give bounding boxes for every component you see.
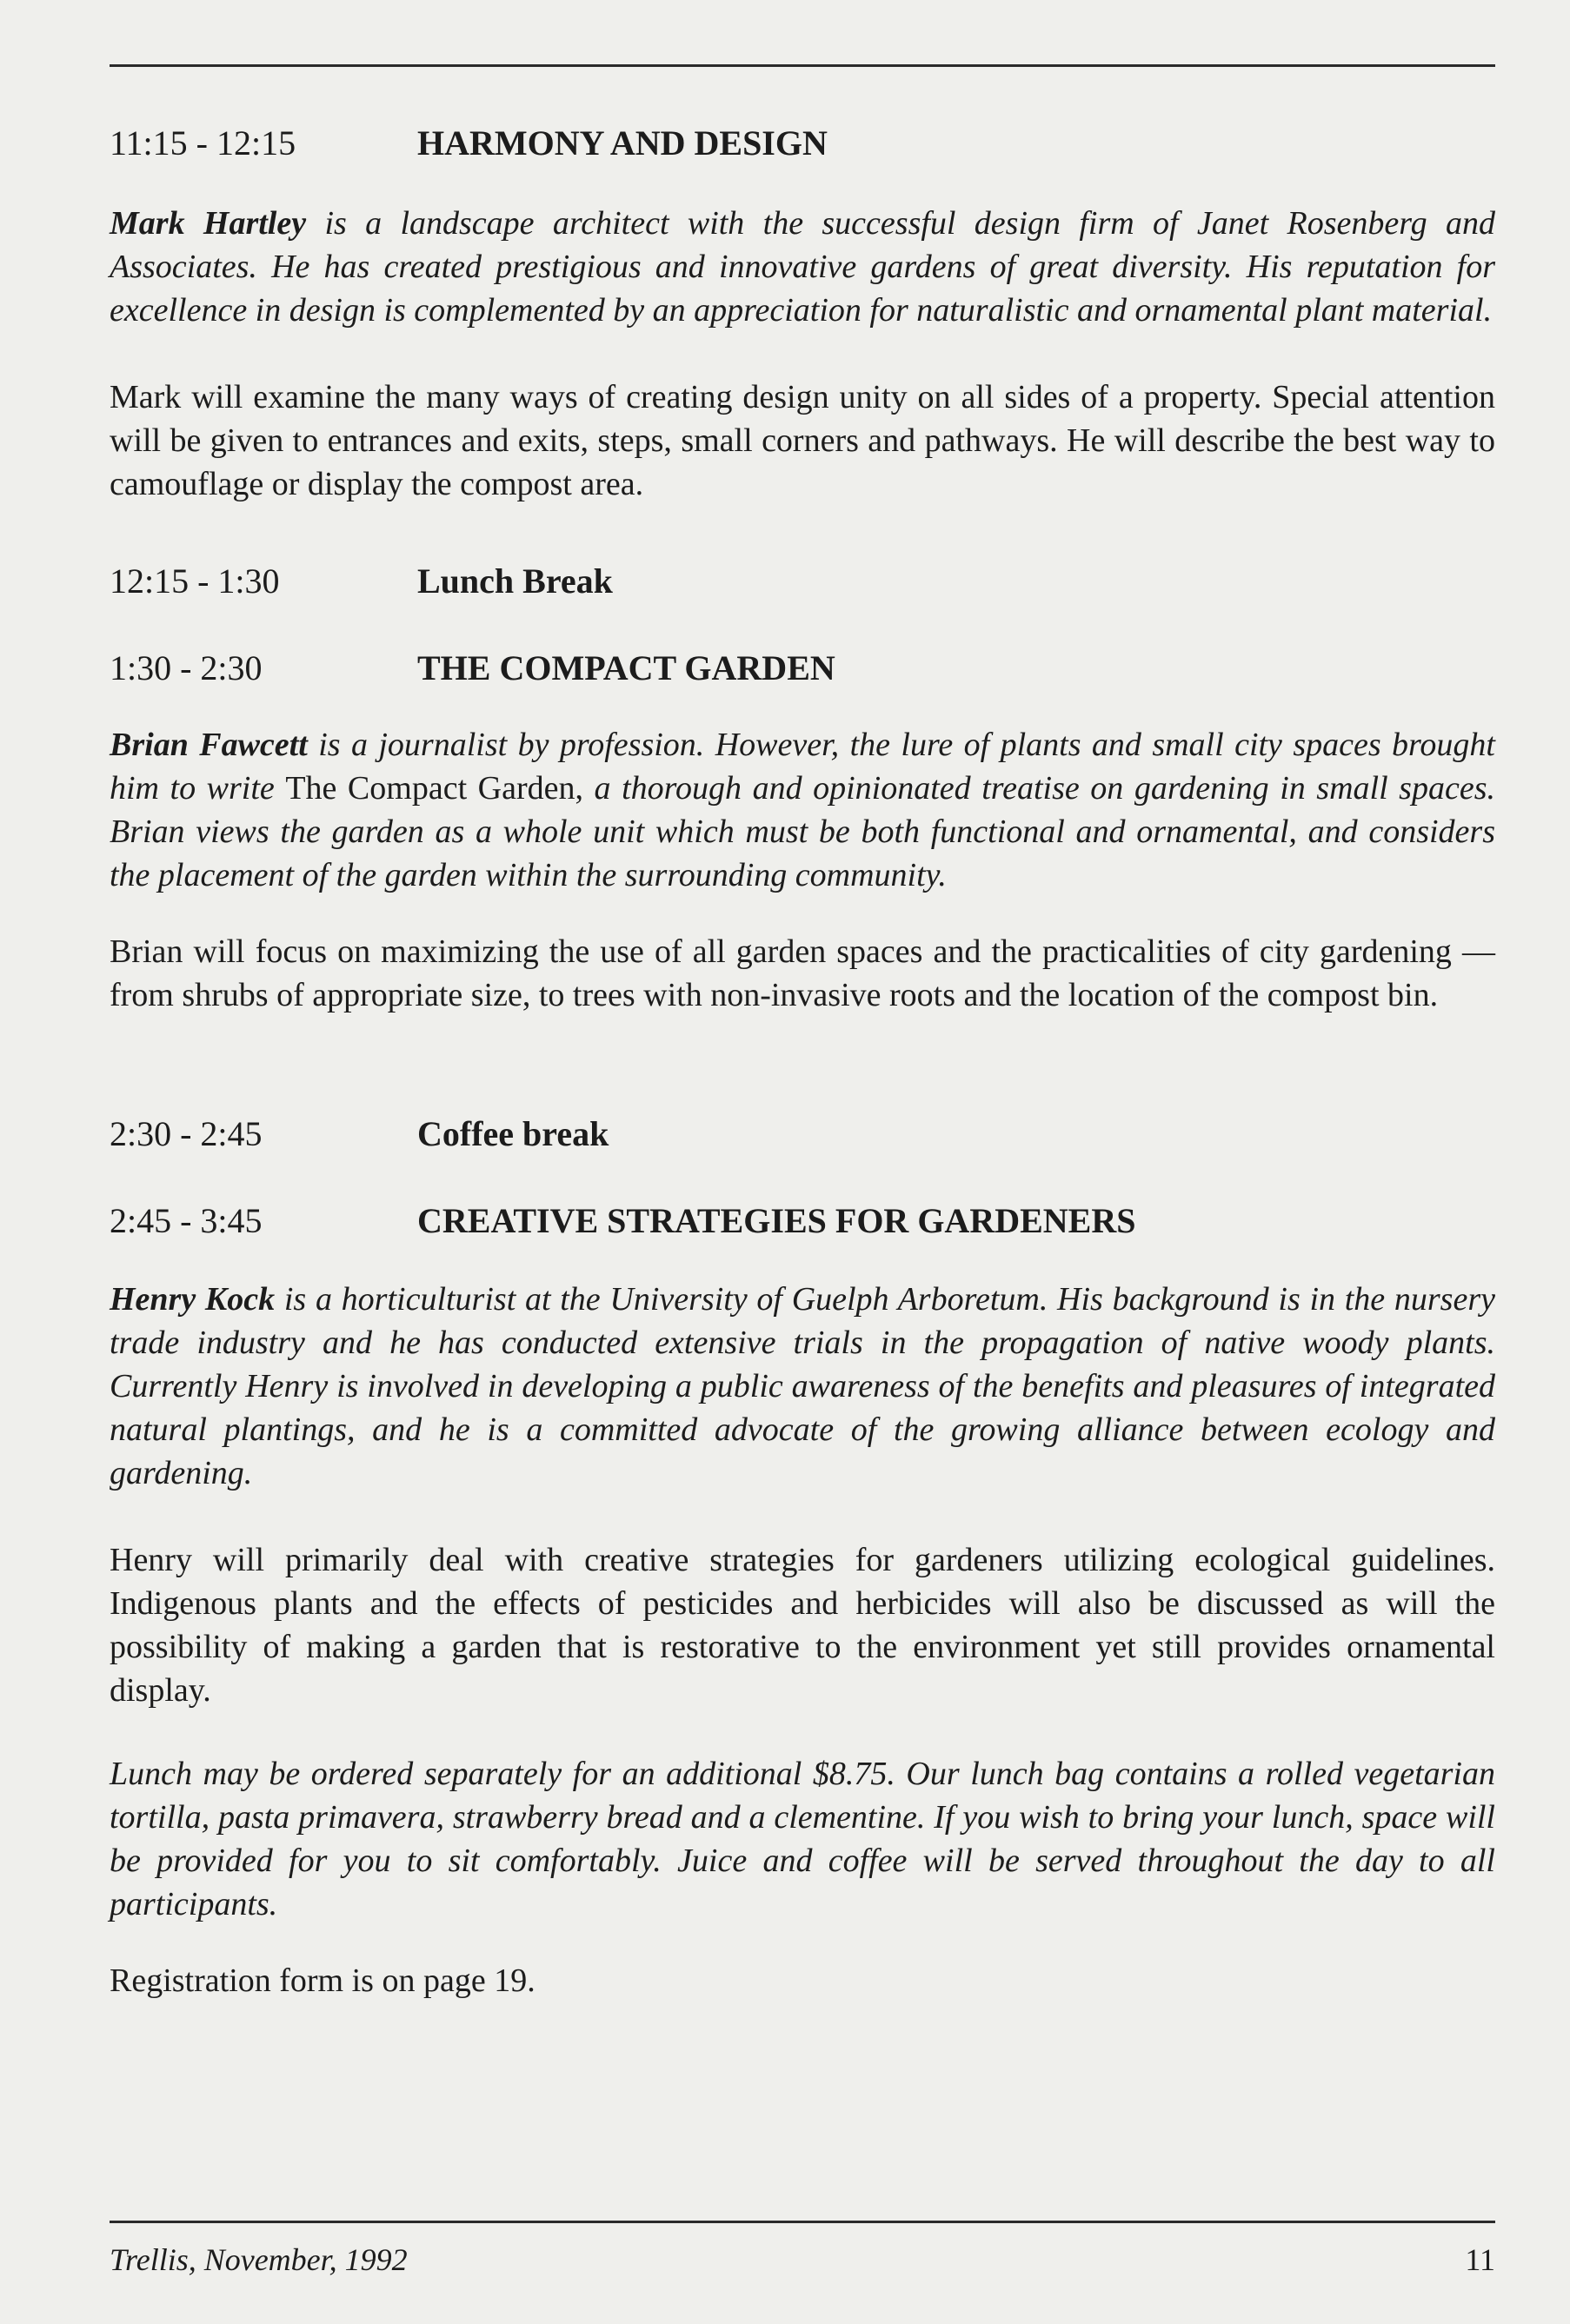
session-title: Coffee break <box>417 1114 609 1153</box>
top-rule <box>110 64 1495 67</box>
schedule-row-creative-strategies <box>110 1191 1495 1252</box>
session-title: THE COMPACT GARDEN <box>417 648 835 687</box>
bottom-rule <box>110 2221 1495 2223</box>
schedule-row-compact-garden <box>110 638 1495 699</box>
speaker-bio-text: a thorough and opinionated treatise on gardening in small spaces. Brian views the garden as a whole unit which must be both functional and ornamental, and considers the placement of the garden within the surrounding community. <box>110 770 1495 893</box>
page-number: 11 <box>1465 2242 1495 2277</box>
session-time: 12:15 - 1:30 <box>110 561 280 601</box>
book-title: The Compact Garden, <box>285 770 583 807</box>
speaker-name: Henry Kock <box>110 1281 276 1318</box>
speaker-bio-text: is a landscape architect with the successful design firm of Janet Rosenberg and Associates. He has created prestigious and innovative gardens of great diversity. His reputation for excellence in design is complemented by an appreciation for naturalistic and ornamental plant material. <box>110 205 1495 329</box>
speaker-name: Mark Hartley <box>110 205 307 242</box>
speaker-bio-text: is a horticulturist at the University of Guelph Arboretum. His background is in the nursery trade industry and he has conducted extensive trials in the propagation of native woody plants. Currently Henry is involved in developing a public awareness of the benefits and pleasures of integrated natural plantings, and he is a committed advocate of the growing alliance between ecology and gardening. <box>110 1281 1495 1491</box>
session-description: Brian will focus on maximizing the use of all garden spaces and the practicalities of city gardening — from shrubs of appropriate size, to trees with non-invasive roots and the location of the compost bin. <box>110 933 1495 1013</box>
schedule-row-lunch-break <box>110 551 1495 612</box>
session-time: 2:30 - 2:45 <box>110 1114 263 1153</box>
speaker-bio-mark-hartley <box>110 202 1495 332</box>
registration-note: Registration form is on page 19. <box>110 1962 536 1999</box>
session-title: HARMONY AND DESIGN <box>417 123 828 163</box>
session-title: Lunch Break <box>417 561 613 601</box>
lunch-note: Lunch may be ordered separately for an additional $8.75. Our lunch bag contains a rolled vegetarian tortilla, pasta primavera, strawberry bread and a clementine. If you wish to bring your lunch, space will be provided for you to sit comfortably. Juice and coffee will be served throughout the day to all participants. <box>110 1756 1495 1922</box>
schedule-row-coffee-break <box>110 1104 1495 1165</box>
speaker-bio-text: is a journalist by profession. However, the lure of plants and small city spaces brought him to write <box>110 727 1495 807</box>
session-time: 11:15 - 12:15 <box>110 123 296 163</box>
schedule-row-harmony-and-design <box>110 113 1495 174</box>
page-footer <box>110 2238 1495 2281</box>
session-description: Henry will primarily deal with creative strategies for gardeners utilizing ecological guidelines. Indigenous plants and the effects of pesticides and herbicides will also be discussed as will the possibility of making a garden that is restorative to the environment yet still provides ornamental display. <box>110 1542 1495 1709</box>
speaker-name: Brian Fawcett <box>110 727 308 763</box>
session-description: Mark will examine the many ways of creating design unity on all sides of a property. Special attention will be given to entrances and exits, steps, small corners and pathways. He will describe the best way to camouflage or display the compost area. <box>110 379 1495 502</box>
session-time: 1:30 - 2:30 <box>110 648 263 687</box>
session-title: CREATIVE STRATEGIES FOR GARDENERS <box>417 1201 1136 1240</box>
page-content <box>110 113 1495 2002</box>
speaker-bio-brian-fawcett <box>110 723 1495 897</box>
publication-info: Trellis, November, 1992 <box>110 2242 408 2277</box>
speaker-bio-henry-kock <box>110 1278 1495 1495</box>
session-time: 2:45 - 3:45 <box>110 1201 263 1240</box>
